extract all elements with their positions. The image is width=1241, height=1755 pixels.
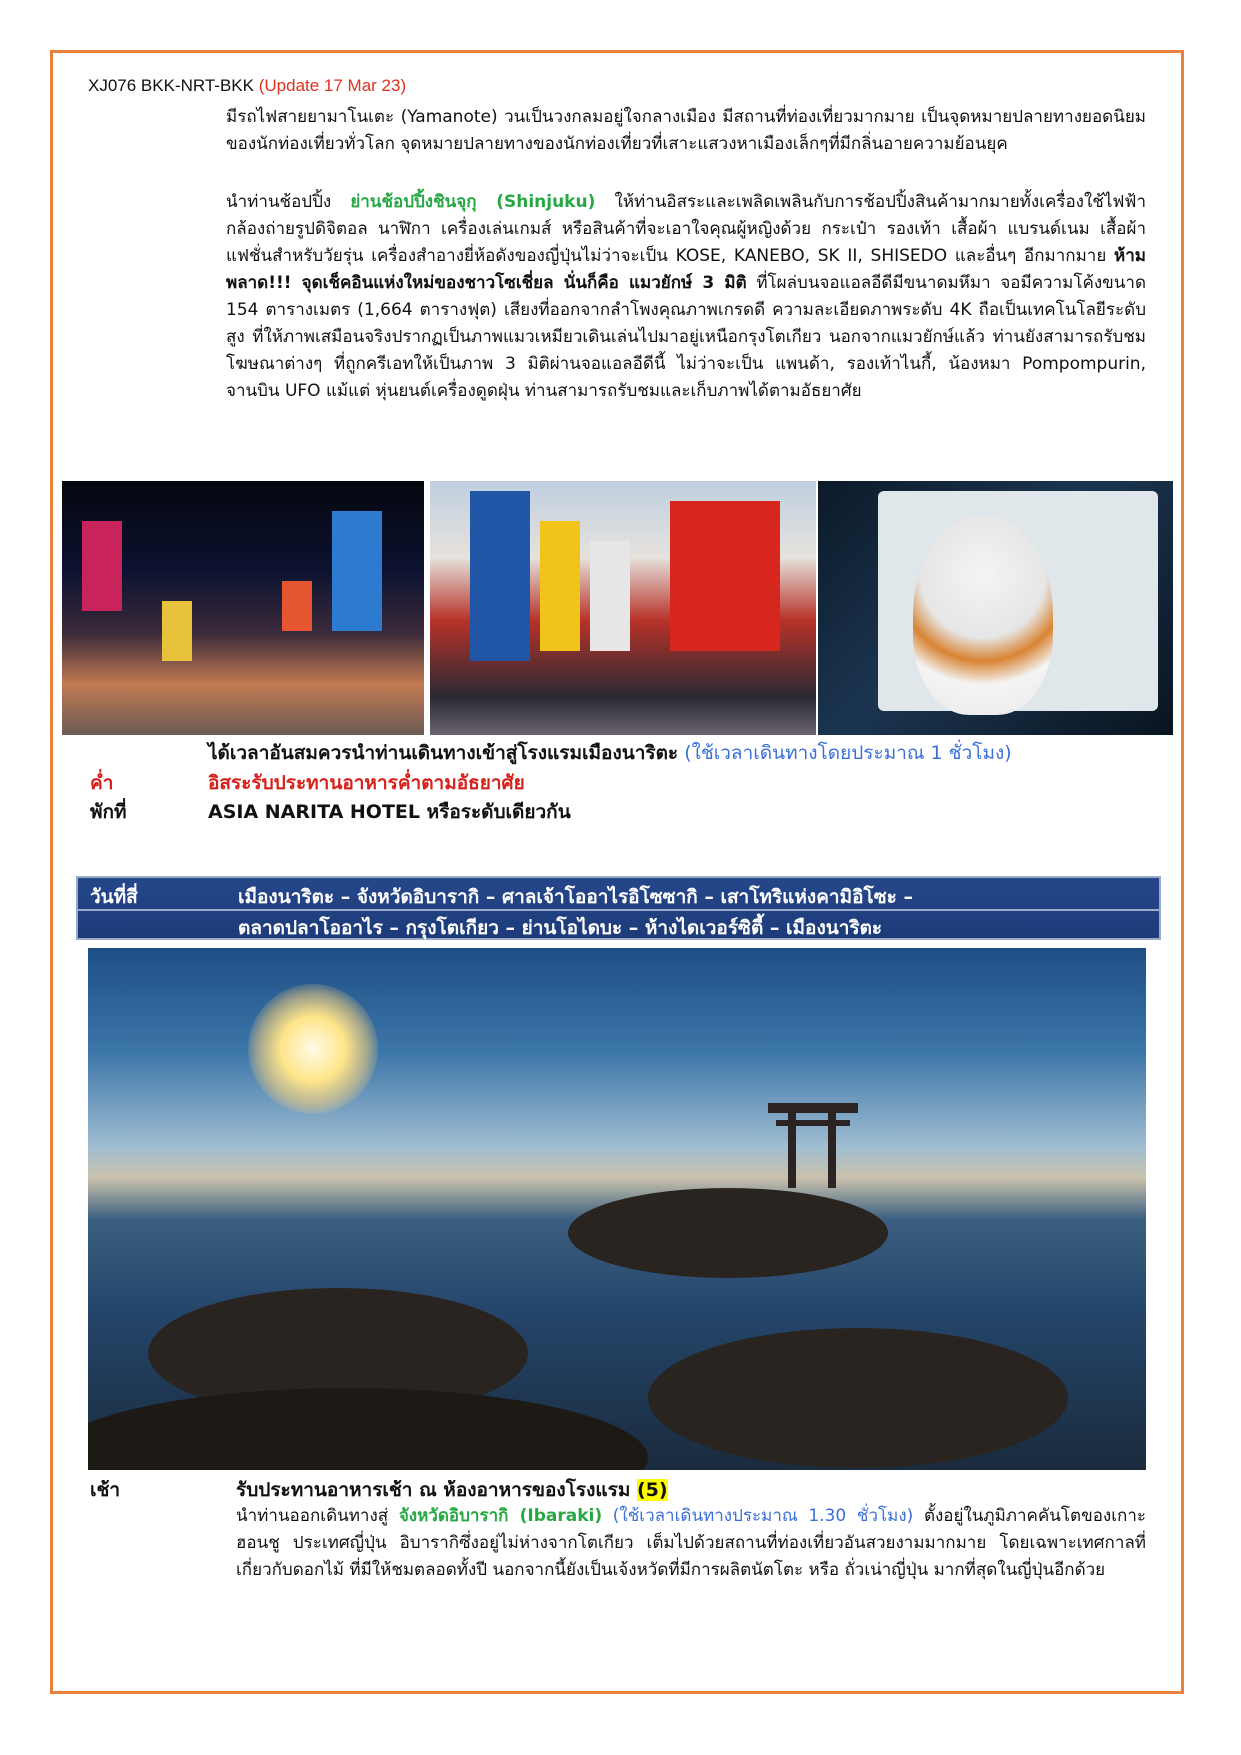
hotel-text: ASIA NARITA HOTEL หรือระดับเดียวกัน <box>208 801 571 823</box>
breakfast-text: รับประทานอาหารเช้า ณ ห้องอาหารของโรงแรม <box>236 1479 631 1501</box>
breakfast-line <box>236 1475 668 1505</box>
shinjuku-street-photo <box>430 481 816 735</box>
dinner-text: อิสระรับประทานอาหารค่ำตามอัธยาศัย <box>208 772 525 794</box>
torii-sunrise-photo <box>88 948 1146 1470</box>
shinjuku-body: ให้ท่านอิสระและเพลิดเพลินกับการช้อปปิ้งสินค้ามากมายทั้งเครื่องใช้ไฟฟ้า กล้องถ่ายรูปดิจิตอล นาฬิกา เครื่องเล่นเกมส์ หรือสินค้าที่จะเอาใจคุณผู้หญิงด้วย กระเป๋า รองเท้า เสื้อผ้า แบรนด์เนม เสื้อผ้าแฟชั่นสำหรับวัยรุ่น เครื่องสำอางยี่ห้อดังของญี่ปุ่นไม่ว่าจะเป็น KOSE, KANEBO, SK II, SHISEDO และอื่นๆ อีกมากมาย <box>226 192 1146 266</box>
transfer-time: (ใช้เวลาเดินทางโดยประมาณ 1 ชั่วโมง) <box>684 742 1012 764</box>
day-four-banner <box>76 876 1161 940</box>
yamanote-paragraph: มีรถไฟสายยามาโนเตะ (Yamanote) วนเป็นวงกลมอยู่ใจกลางเมือง มีสถานที่ท่องเที่ยวมากมาย เป็นจุดหมายปลายทางยอดนิยมของนักท่องเที่ยวทั่วโลก จุดหมายปลายทางของนักท่องเที่ยวที่เสาะแสวงหาเมืองเล็กๆที่มีกลิ่นอายความย้อนยุค <box>226 107 1146 154</box>
shinjuku-night-photo <box>62 481 424 735</box>
dinner-label: ค่ำ <box>90 772 114 794</box>
shinjuku-paragraph <box>226 189 1146 405</box>
ibaraki-lead: นำท่านออกเดินทางสู่ <box>236 1506 389 1526</box>
ibaraki-paragraph <box>236 1503 1146 1584</box>
shinjuku-place: ย่านช้อปปิ้งชินจุกุ (Shinjuku) <box>350 192 596 212</box>
giant-3d-cat-photo <box>818 481 1173 735</box>
hotel-label: พักที่ <box>90 801 127 823</box>
document-header <box>88 76 406 96</box>
meal-count-badge: (5) <box>636 1479 668 1501</box>
update-date: (Update 17 Mar 23) <box>258 76 407 95</box>
day-four-route-line2: ตลาดปลาโออาไร – กรุงโตเกียว – ย่านโอไดบะ – ห้างไดเวอร์ซิตี้ – เมืองนาริตะ <box>238 917 883 939</box>
day-four-route-line1: เมืองนาริตะ – จังหวัดอิบารากิ – ศาลเจ้าโออาไรอิโซซากิ – เสาโทริแห่งคามิอิโซะ – <box>238 886 913 908</box>
day-four-label: วันที่สี่ <box>90 886 138 908</box>
tour-code: XJ076 BKK-NRT-BKK <box>88 76 254 95</box>
cat-highlight: ห้ามพลาด!!! จุดเช็คอินแห่งใหม่ของชาวโซเชี่ยล นั่นก็คือ แมวยักษ์ 3 มิติ <box>226 246 1146 293</box>
transfer-text: ได้เวลาอันสมควรนำท่านเดินทางเข้าสู่โรงแรมเมืองนาริตะ <box>208 742 679 764</box>
breakfast-label: เช้า <box>90 1479 121 1501</box>
cat-body: ที่โผล่บนจอแอลอีดีมีขนาดมหึมา จอมีความโค้งขนาด 154 ตารางเมตร (1,664 ตารางฟุต) เสียงที่ออกจากลำโพงคุณภาพเกรดดี ความละเอียดภาพระดับ 4K ถือเป็นเทคโนโลยีระดับสูง ที่ให้ภาพเสมือนจริงปรากฏเป็นภาพแมวเหมียวเดินเล่นไปมาอยู่เหนือกรุงโตเกียว นอกจากแมวยักษ์แล้ว ท่านยังสามารถรับชมโฆษณาต่างๆ ที่ถูกครีเอทให้เป็นภาพ 3 มิติผ่านจอแอลอีดีนี้ ไม่ว่าจะเป็น แพนด้า, รองเท้าไนกี้, น้องหมา Pompompurin, จานบิน UFO แม้แต่ หุ่นยนต์เครื่องดูดฝุ่น ท่านสามารถรับชมและเก็บภาพได้ตามอัธยาศัย <box>226 273 1146 401</box>
shinjuku-lead: นำท่านช้อปปิ้ง <box>226 192 332 212</box>
ibaraki-time: (ใช้เวลาเดินทางประมาณ 1.30 ชั่วโมง) <box>612 1506 914 1526</box>
ibaraki-place: จังหวัดอิบารากิ (Ibaraki) <box>398 1506 603 1526</box>
ibaraki-body: ตั้งอยู่ในภูมิภาคคันโตของเกาะฮอนชู ประเทศญี่ปุ่น อิบารากิซึ่งอยู่ไม่ห่างจากโตเกียว เต็มไปด้วยสถานที่ท่องเที่ยวอันสวยงามมากมาย โดยเฉพาะเทศกาลที่เกี่ยวกับดอกไม้ ที่มีให้ชมตลอดทั้งปี นอกจากนี้ยังเป็นเจ้งหวัดที่มีการผลิตนัตโตะ หรือ ถั่วเน่าญี่ปุ่น มากที่สุดในญี่ปุ่นอีกด้วย <box>236 1506 1146 1580</box>
transfer-line <box>208 740 1158 766</box>
